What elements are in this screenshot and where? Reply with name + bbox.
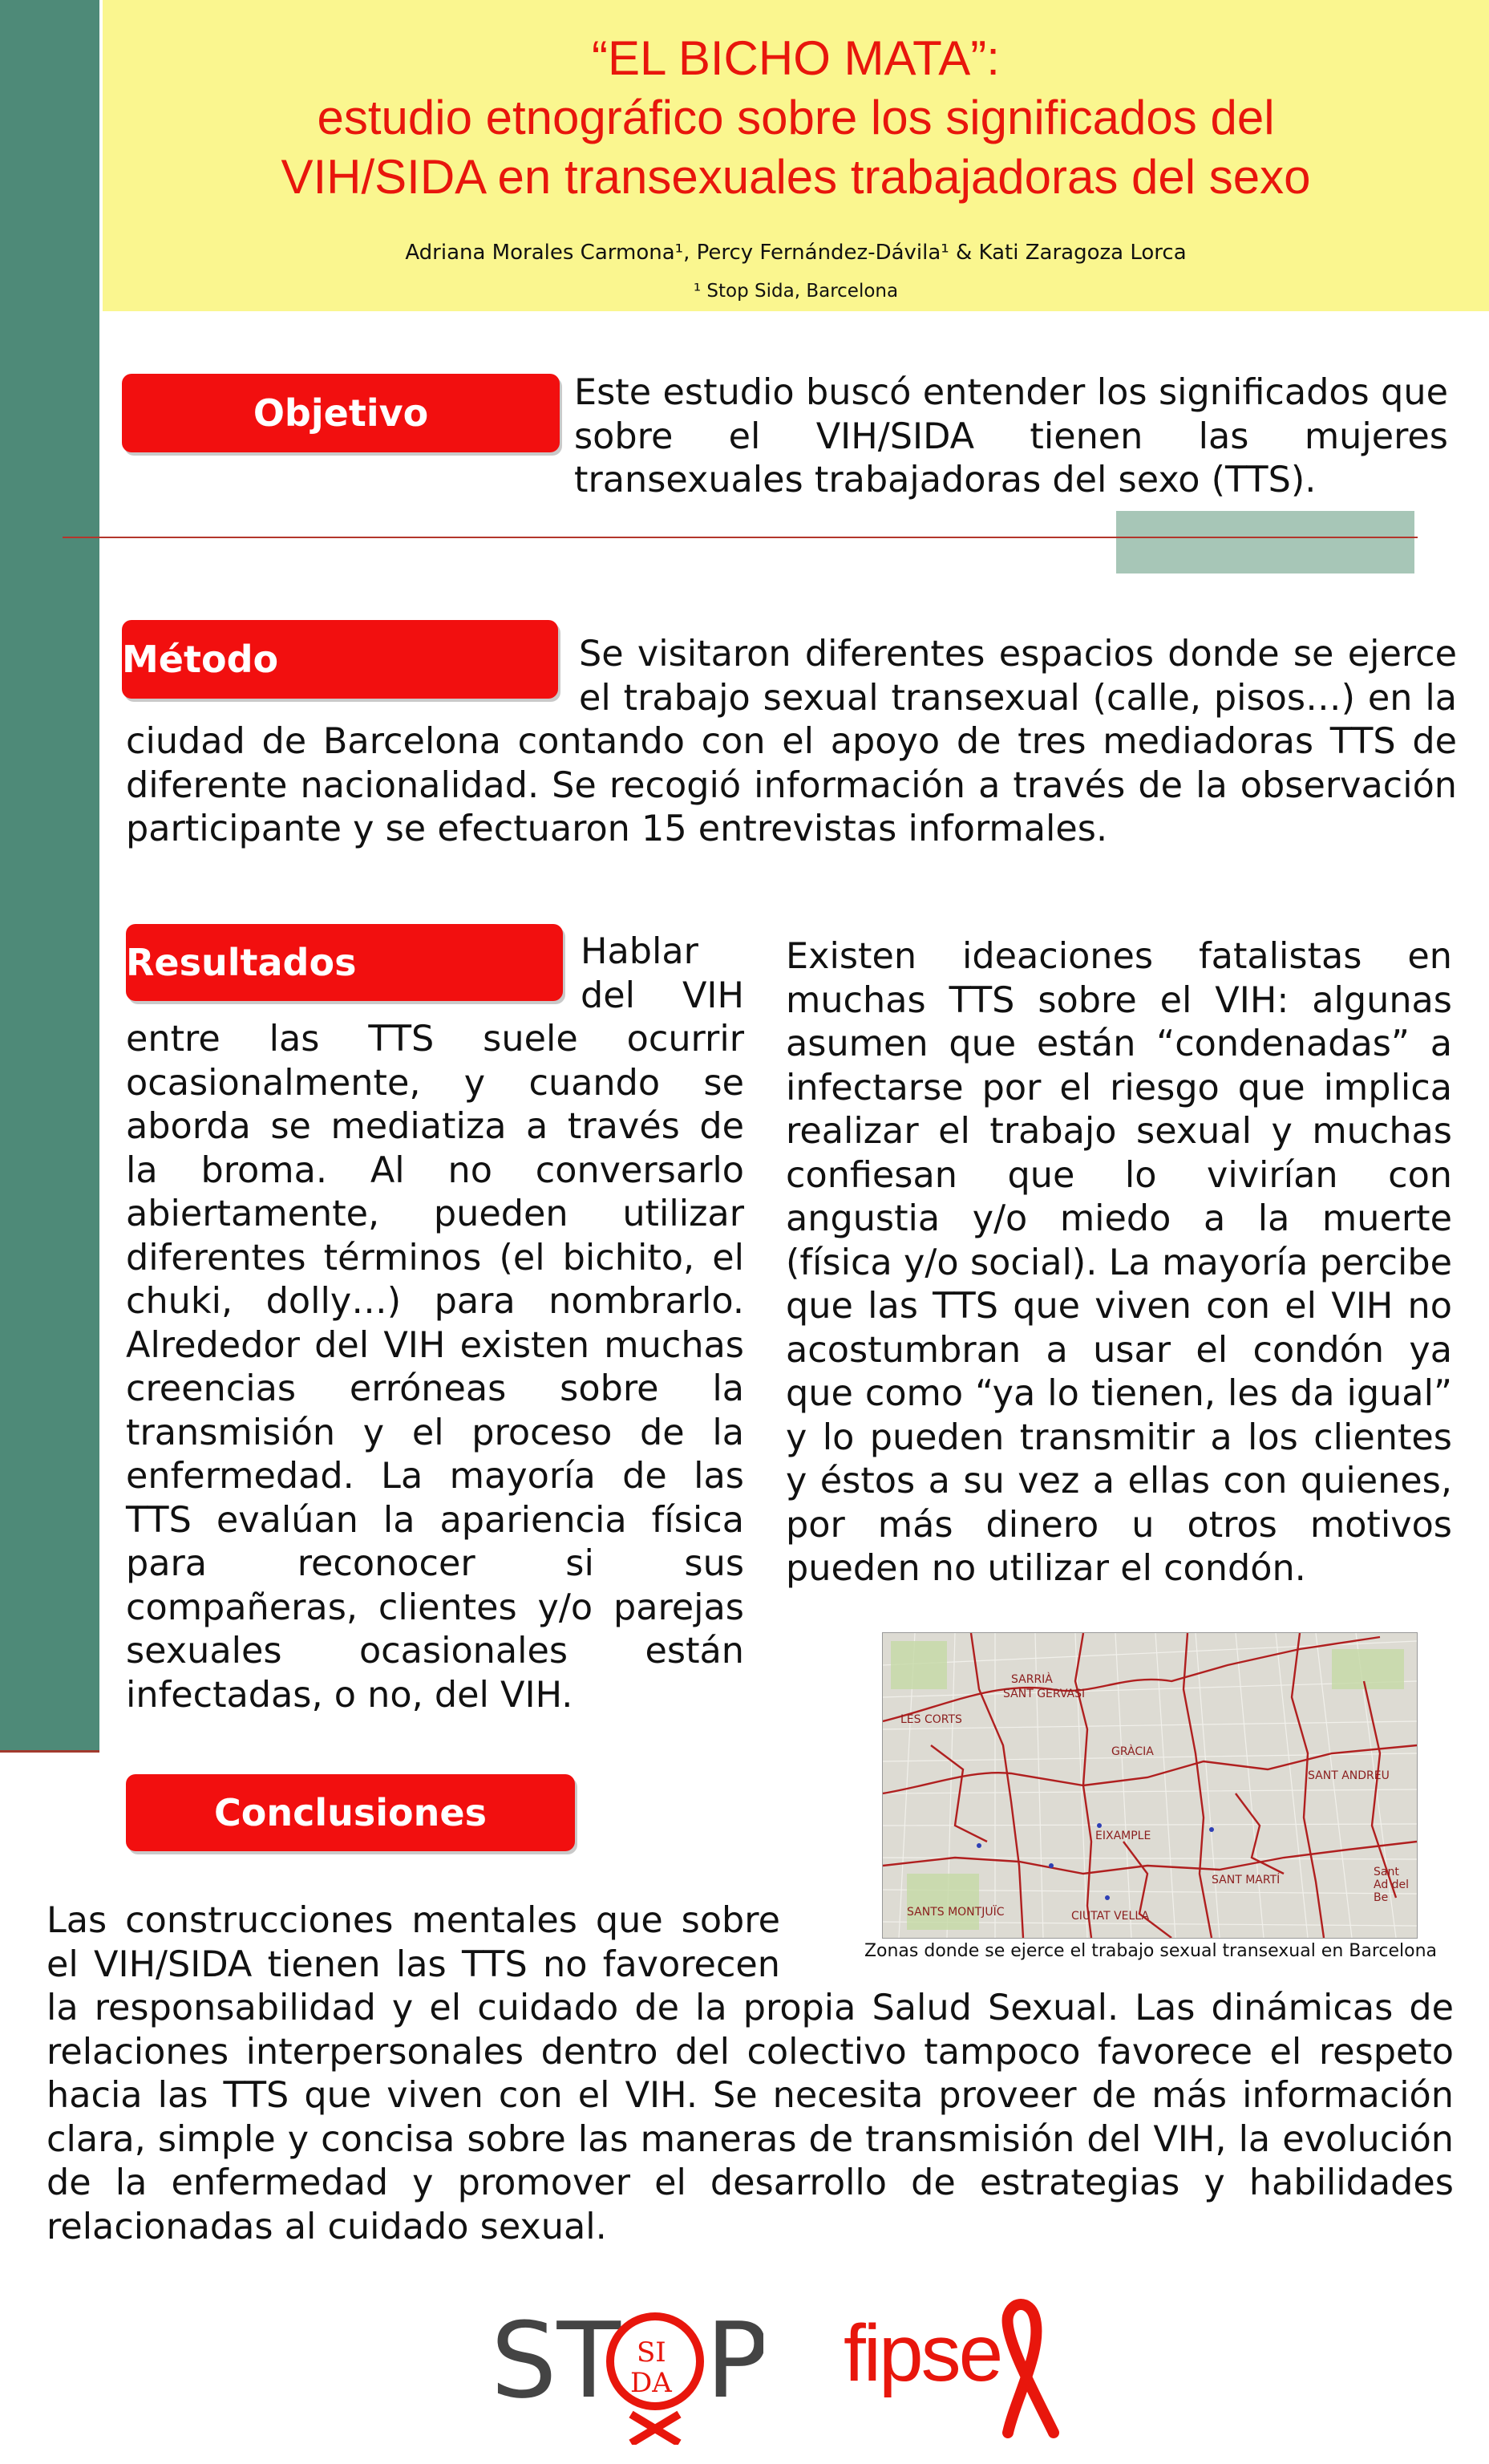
map-label-sarria: SARRIÀ xyxy=(1011,1673,1053,1686)
authors: Adriana Morales Carmona¹, Percy Fernández-Dávila¹ & Kati Zaragoza Lorca xyxy=(405,241,1187,265)
map-label-les-corts: LES CORTS xyxy=(900,1713,962,1726)
title-line-2: estudio etnográfico sobre los significados del xyxy=(317,91,1275,144)
title-line-3: VIH/SIDA en transexuales trabajadoras del sexo xyxy=(281,150,1311,204)
affiliation: ¹ Stop Sida, Barcelona xyxy=(693,281,899,302)
map-label-gracia: GRÀCIA xyxy=(1111,1745,1154,1758)
map-caption: Zonas donde se ejerce el trabajo sexual transexual en Barcelona xyxy=(864,1941,1438,1961)
resultados-label: Resultados xyxy=(126,924,563,1001)
fipse-logo xyxy=(844,2292,1068,2445)
title-line-1: “EL BICHO MATA”: xyxy=(592,31,1000,85)
svg-text:SI: SI xyxy=(637,2336,666,2369)
map-label-eixample: EIXAMPLE xyxy=(1095,1830,1151,1842)
conclusiones-body: Las construcciones mentales que sobre el VIH/SIDA tienen las TTS no favorecen la responsabilidad y el cuidado de la propia Salud Sexual. Las dinámicas de relaciones interpersonales dentro del colectivo tampoco favorece el respeto hacia las TTS que viven con el VIH. Se necesita proveer de más información clara, simple y concisa sobre las maneras de transmisión del VIH, la evolución de la enfermedad y promover el desarrollo de estrategias y habilidades relacionadas al cuidado sexual. xyxy=(47,1900,1454,2247)
map-label-sant-adria: Sant Ad del Be xyxy=(1374,1866,1410,1904)
map-caption-spacer xyxy=(780,1899,1454,1984)
conclusiones-text xyxy=(47,1899,1454,2249)
svg-text:DA: DA xyxy=(630,2367,672,2399)
svg-text:ST: ST xyxy=(491,2300,621,2421)
map-label-sant-gervasi: SANT GERVASI xyxy=(1003,1688,1086,1700)
conclusiones-label: Conclusiones xyxy=(126,1774,575,1851)
objetivo-label: Objetivo xyxy=(122,374,560,452)
stop-sida-logo-graphic xyxy=(491,2284,763,2445)
metodo-body: Se visitaron diferentes espacios donde se ejerce el trabajo sexual transexual (calle, pisos…) en la ciudad de Barcelona contando con el apoyo de tres mediadoras TTS de diferente nacionalidad. Se recogió información a través de la observación participante y se efectuaron 15 entrevistas informales. xyxy=(126,634,1457,849)
sidebar-band xyxy=(0,0,99,1753)
resultados-left-text xyxy=(126,930,744,1717)
resultados-right-text: Existen ideaciones fatalistas en muchas TTS sobre el VIH: algunas asumen que están “condenadas” a infectarse por el riesgo que implica realizar el trabajo sexual y muchas confiesan que lo vivirían con angustia y/o miedo a la muerte (física y/o social). La mayoría percibe que las TTS que viven con el VIH no acostumbran a usar el condón ya que como “ya lo tienen, les da igual” y lo pueden transmitir a los clientes y éstos a su vez a ellas con quienes, por más dinero u otros motivos pueden no utilizar el condón. xyxy=(786,936,1452,1589)
barcelona-map xyxy=(882,1632,1418,1939)
section-divider xyxy=(63,537,1418,538)
svg-text:P: P xyxy=(706,2300,763,2421)
map-label-sants-montjuic: SANTS MONTJUÏC xyxy=(907,1906,1005,1919)
svg-text:fipse: fipse xyxy=(844,2308,1001,2398)
map-label-ciutat-vella: CIUTAT VELLA xyxy=(1071,1910,1150,1923)
metodo-label: Método xyxy=(122,620,558,699)
map-graphic xyxy=(883,1633,1417,1938)
stop-sida-logo xyxy=(491,2284,763,2445)
resultados-left-body: Hablar del VIH entre las TTS suele ocurrir ocasionalmente, y cuando se aborda se mediatiza a través de la broma. Al no conversarlo abiertamente, pueden utilizar diferentes términos (el bichito, el chuki, dolly…) para nombrarlo. Alrededor del VIH existen muchas creencias erróneas sobre la transmisión y el proceso de la enfermedad. La mayoría de las TTS evalúan la apariencia física para reconocer si sus compañeras, clientes y/o parejas sexuales ocasionales están infectadas, o no, del VIH. xyxy=(126,931,744,1716)
map-label-sant-marti: SANT MARTÍ xyxy=(1212,1874,1281,1886)
metodo-text xyxy=(122,633,1457,852)
objetivo-text: Este estudio buscó entender los significados que sobre el VIH/SIDA tienen las mujeres transexuales trabajadoras del sexo (TTS). xyxy=(574,372,1448,500)
map-label-sant-andreu: SANT ANDREU xyxy=(1308,1769,1390,1782)
poster-header xyxy=(103,0,1489,311)
divider-block xyxy=(1116,511,1414,573)
fipse-logo-graphic xyxy=(844,2292,1068,2445)
